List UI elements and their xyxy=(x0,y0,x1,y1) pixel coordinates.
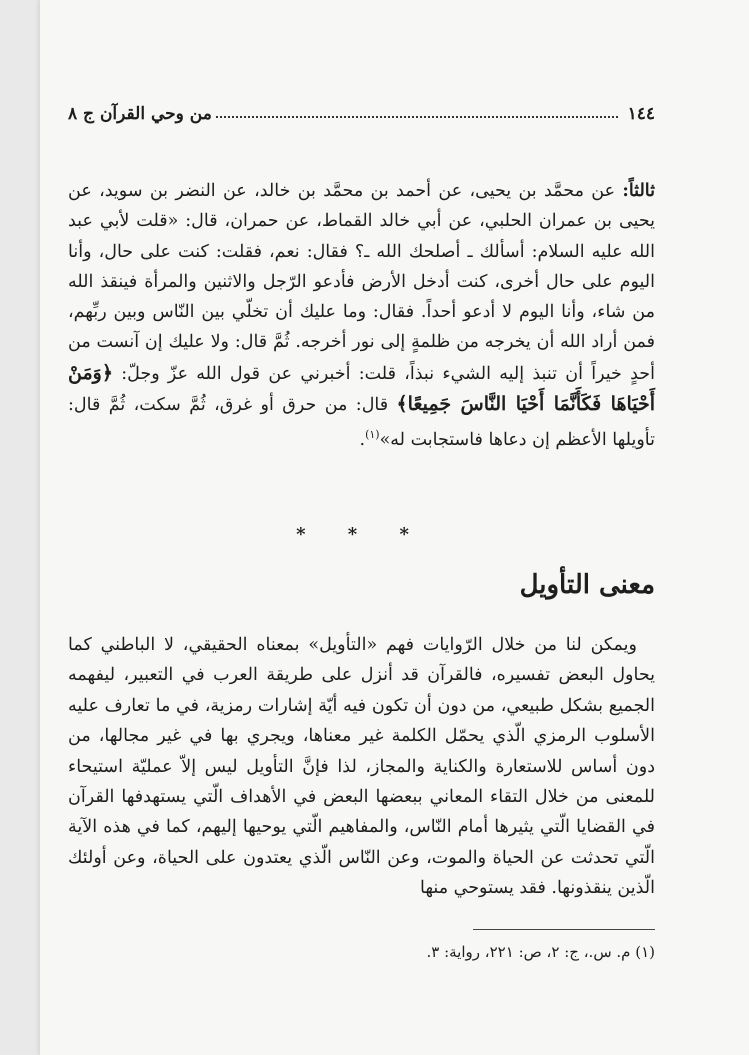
page-content xyxy=(68,0,655,1055)
section-paragraph-text: ويمكن لنا من خلال الرّوايات فهم «التأويل» بمعناه الحقيقي، لا الباطني كما يحاول البعض تفسيره، فالقرآن قد أنزل على طريقة العرب في التعبير، ليفهمه الجميع بشكل طبيعي، من دون أن تكون فيه أيّة إشارات رمزية، في ما تعارف عليه الأسلوب الرمزي الّذي يحمّل الكلمة غير معناها، ويجري بها في غير مجالها، من دون أساس للاستعارة والكناية والمجاز، لذا فإنَّ التأويل ليس إلاّ عمليّة استيحاء للمعنى من خلال التقاء المعاني ببعضها البعض في الأهداف الّتي يستهدفها القرآن في القضايا الّتي يثيرها أمام النّاس، والمفاهيم الّتي يوحيها إليهم، كما في هذه الآية الّتي تحدثت عن الحياة والموت، وعن النّاس الّذي يعتدون على الحياة، وعن أولئك الّذين ينقذونها. فقد يستوحي منها xyxy=(68,635,655,899)
book-page xyxy=(40,0,749,1055)
running-header xyxy=(68,101,655,127)
narration-end: . xyxy=(359,430,366,451)
footnote: (١) م. س.، ج: ٢، ص: ٢٢١، رواية: ٣. xyxy=(426,943,655,961)
narration-text-1: عن محمَّد بن يحيى، عن أحمد بن محمَّد بن خالد، عن النضر بن سويد، عن يحيى بن عمران الحلبي، عن أبي خالد القماط، عن حمران، قال: «قلت لأبي عبد الله عليه السلام: أسألك ـ أصلحك الله ـ؟ فقال: نعم، فقلت: كنت على حال، وأنا اليوم على حال أخرى، كنت أدخل الأرض فأدعو الرّجل والاثنين والمرأة فينقذ الله من شاء، وأنا اليوم لا أدعو أحداً. فقال: وما عليك أن تخلّي بين النّاس وبين ربِّهم، فمن أراد الله أن يخرجه من ظلمةٍ إلى نور أخرجه. ثُمَّ قال: ولا عليك إن آنست من أحدٍ خيراً أن تنبذ إليه الشيء نبذاً، قلت: أخبرني عن قول الله عزّ وجلّ: xyxy=(68,181,655,384)
section-paragraph xyxy=(68,630,655,904)
section-heading: معنى التأويل xyxy=(519,570,655,600)
narration-text-2: قال: من حرق أو غرق، ثُمَّ سكت، ثُمَّ قال: تأويلها الأعظم إن دعاها فاستجابت له» xyxy=(68,395,655,451)
page-number: ١٤٤ xyxy=(627,104,655,124)
footnote-marker: (١) xyxy=(365,428,380,442)
quran-verse: ﴿وَمَنْ أَحْيَاهَا فَكَأَنَّمَا أَحْيَا النَّاسَ جَمِيعًا﴾ xyxy=(68,361,656,416)
footnote-divider xyxy=(473,929,655,930)
header-dot-leader xyxy=(216,106,618,118)
narration-paragraph xyxy=(68,176,655,456)
section-separator: * * * xyxy=(296,524,427,545)
book-title: من وحي القرآن ج ٨ xyxy=(68,104,212,124)
paragraph-lead: ثالثاً: xyxy=(622,181,655,201)
